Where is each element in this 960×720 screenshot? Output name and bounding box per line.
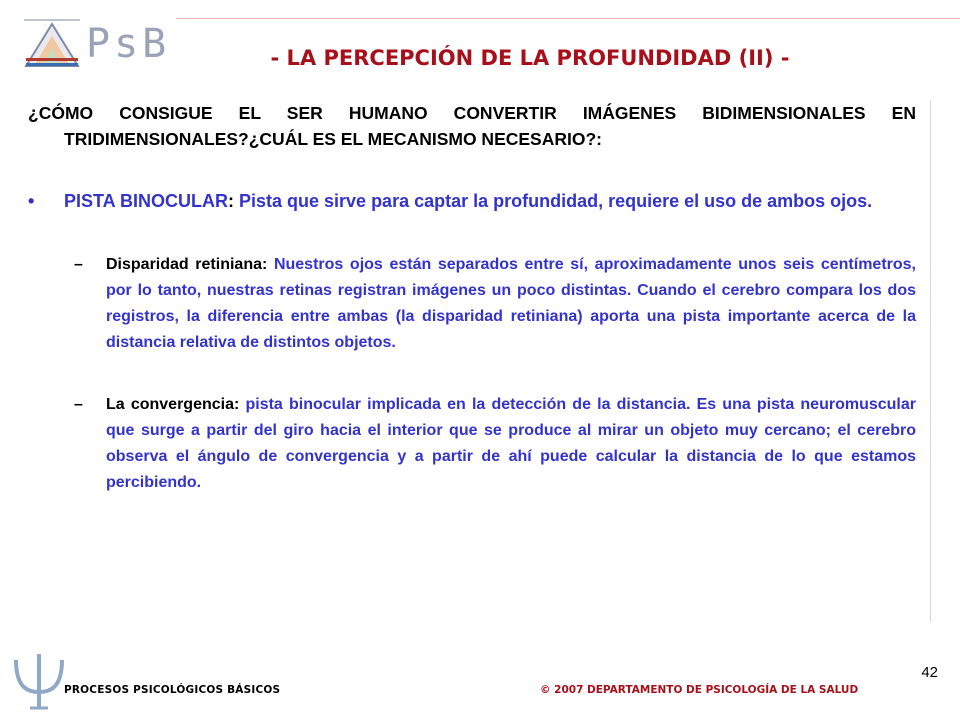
header-rule <box>176 18 960 19</box>
item-dash: – <box>74 396 83 413</box>
content-rule <box>930 100 931 622</box>
bullet-text <box>64 186 916 216</box>
logo-text: PsB <box>86 21 171 67</box>
footer-course: PROCESOS PSICOLÓGICOS BÁSICOS <box>64 684 281 696</box>
question-text: ¿CÓMO CONSIGUE EL SER HUMANO CONVERTIR IMÁGENES BIDIMENSIONALES EN TRIDIMENSIONALES?¿CUÁL ES EL MECANISMO NECESARIO?: <box>28 103 916 149</box>
item-convergencia <box>74 392 916 496</box>
page-number: 42 <box>921 664 938 681</box>
slide-title: - LA PERCEPCIÓN DE LA PROFUNDIDAD (II) - <box>270 46 790 70</box>
bullet-binocular <box>28 186 916 216</box>
item-term: La convergencia <box>106 396 234 413</box>
slide-content <box>28 100 916 496</box>
item-text <box>106 392 916 496</box>
item-sep: : <box>234 396 240 413</box>
footer-copyright: © 2007 DEPARTAMENTO DE PSICOLOGÍA DE LA SALUD <box>540 684 859 696</box>
psi-icon <box>10 650 68 710</box>
bullet-mark: • <box>28 191 35 211</box>
bullet-colon: : <box>228 191 234 211</box>
item-text <box>106 252 916 356</box>
item-body: pista binocular implicada en la detección de la distancia. Es una pista neuromuscular que surge a partir del giro hacia el interior que se produce al mirar un objeto muy cercano; el cerebro observa el ángulo de convergencia y a partir de ahí puede calcular la distancia de lo que estamos percibiendo. <box>106 396 916 491</box>
item-sep: : <box>262 256 268 273</box>
bullet-body: Pista que sirve para captar la profundidad, requiere el uso de ambos ojos. <box>234 191 873 211</box>
bullet-term: PISTA BINOCULAR <box>64 191 228 211</box>
item-body: Nuestros ojos están separados entre sí, aproximadamente unos seis centímetros, por lo tanto, nuestras retinas registran imágenes un poco distintas. Cuando el cerebro compara los dos registros, la diferencia entre ambas (la disparidad retiniana) aporta una pista importante acerca de la distancia relativa de distintos objetos. <box>106 256 916 351</box>
item-dash: – <box>74 256 83 273</box>
item-disparidad <box>74 252 916 356</box>
item-term: Disparidad retiniana <box>106 256 262 273</box>
